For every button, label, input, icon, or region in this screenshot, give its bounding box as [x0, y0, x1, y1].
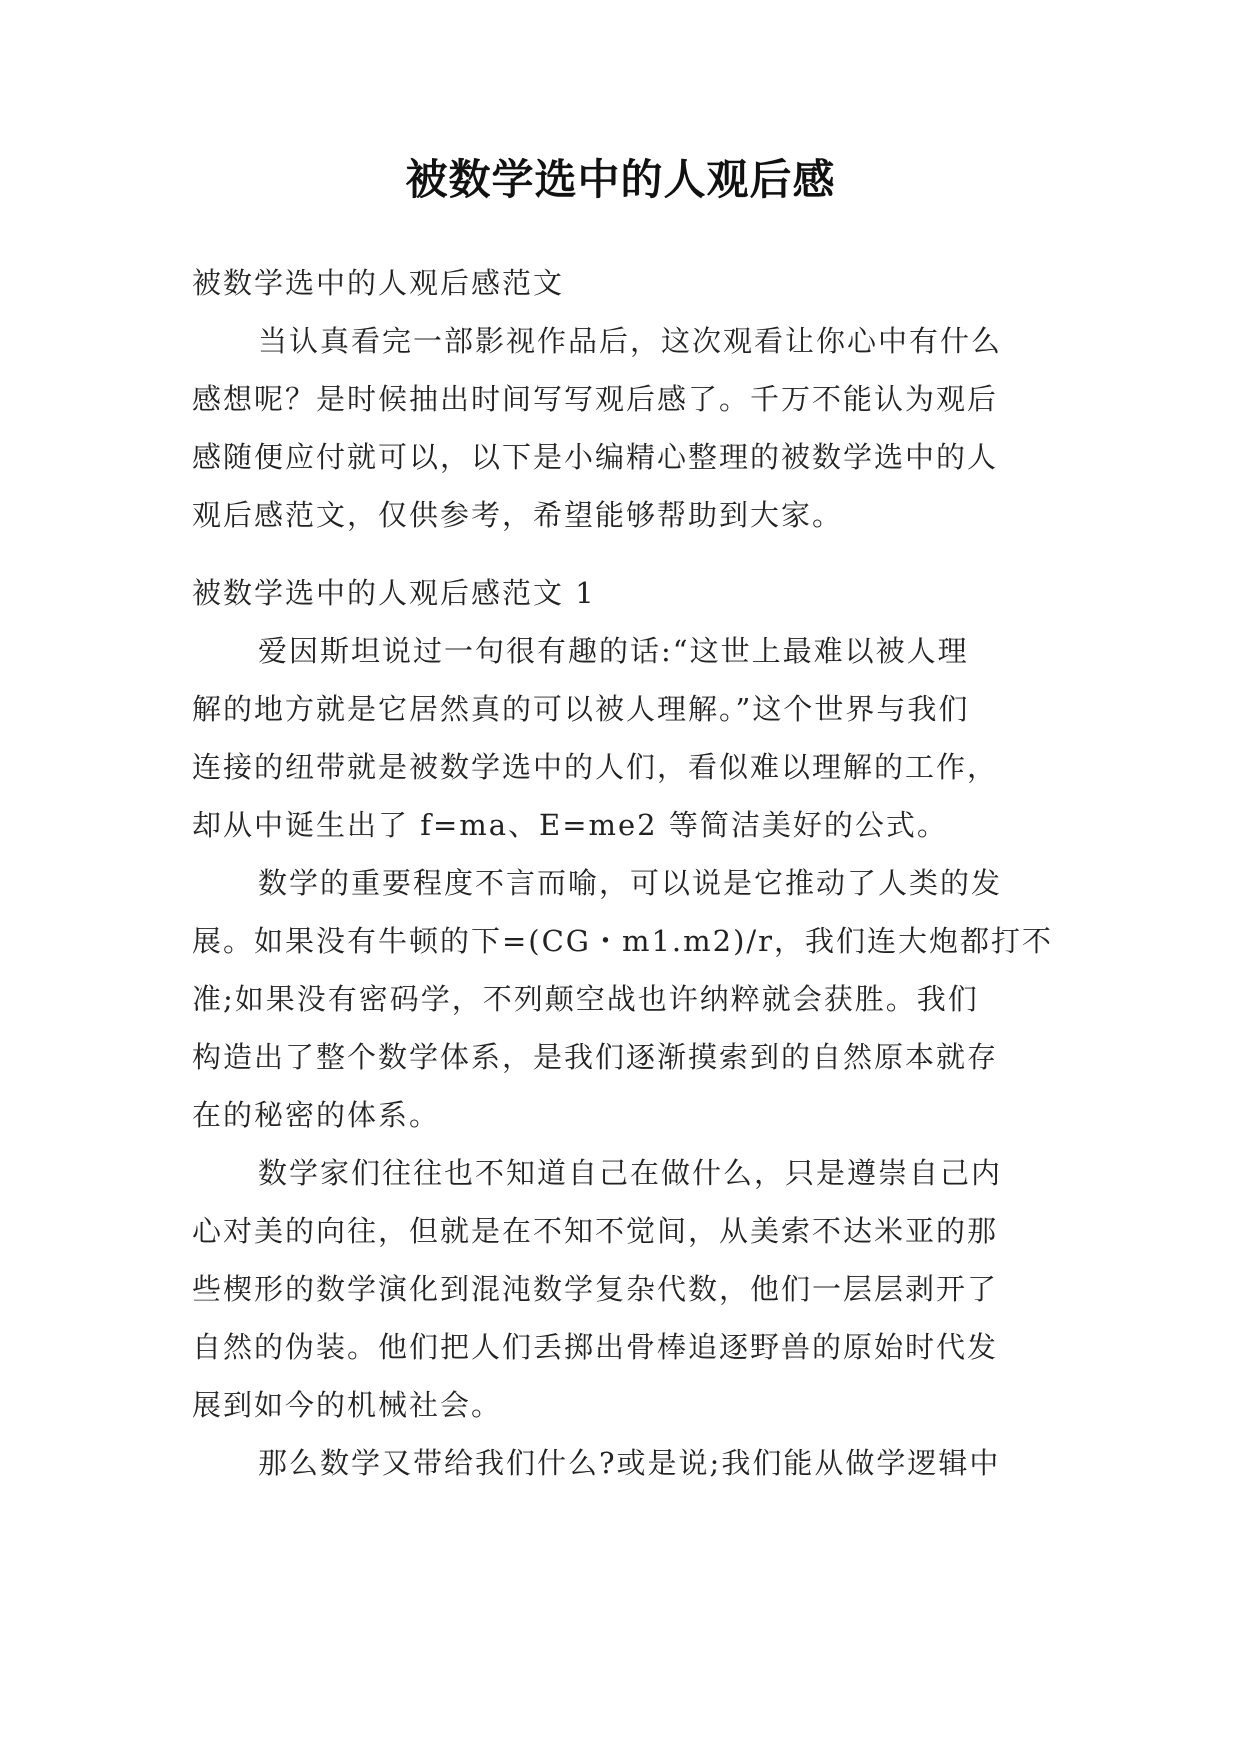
paragraph-line: 些楔形的数学演化到混沌数学复杂代数，他们一层层剥开了 — [192, 1272, 999, 1306]
document-title: 被数学选中的人观后感 — [405, 155, 836, 204]
paragraph-line: 构造出了整个数学体系，是我们逐渐摸索到的自然原本就存 — [192, 1040, 999, 1074]
essay-heading: 被数学选中的人观后感范文 1 — [192, 576, 596, 610]
paragraph-line: 数学的重要程度不言而喻，可以说是它推动了人类的发 — [258, 866, 1003, 900]
paragraph-line: 数学家们往往也不知道自己在做什么，只是遵崇自己内 — [258, 1156, 1003, 1190]
paragraph-line: 却从中诞生出了 f=ma、E=me2 等简洁美好的公式。 — [192, 808, 948, 842]
essay-paragraph — [192, 854, 1052, 1144]
essay-paragraph — [192, 1144, 1052, 1434]
paragraph-line: 当认真看完一部影视作品后，这次观看让你心中有什么 — [258, 324, 1003, 358]
essay-section — [192, 564, 1052, 1492]
paragraph-line: 在的秘密的体系。 — [192, 1098, 441, 1132]
intro-paragraph — [192, 312, 1052, 544]
paragraph-line: 那么数学又带给我们什么?或是说;我们能从做学逻辑中 — [258, 1446, 1001, 1480]
intro-heading: 被数学选中的人观后感范文 — [192, 266, 565, 300]
paragraph-line: 解的地方就是它居然真的可以被人理解。”这个世界与我们 — [192, 692, 970, 726]
intro-section — [192, 254, 1052, 544]
paragraph-line: 自然的伪装。他们把人们丢掷出骨棒追逐野兽的原始时代发 — [192, 1330, 999, 1364]
paragraph-line: 展到如今的机械社会。 — [192, 1388, 503, 1422]
paragraph-line: 心对美的向往，但就是在不知不觉间，从美索不达米亚的那 — [192, 1214, 999, 1248]
paragraph-line: 感随便应付就可以，以下是小编精心整理的被数学选中的人 — [192, 440, 999, 474]
essay-paragraph — [192, 622, 1052, 854]
essay-paragraph — [192, 1434, 1052, 1492]
paragraph-line: 感想呢？是时候抽出时间写写观后感了。千万不能认为观后 — [192, 382, 999, 416]
paragraph-line: 展。如果没有牛顿的下=(CG・m1.m2)/r，我们连大炮都打不 — [192, 924, 1054, 958]
paragraph-line: 连接的纽带就是被数学选中的人们，看似难以理解的工作， — [192, 750, 999, 784]
paragraph-line: 准;如果没有密码学，不列颠空战也许纳粹就会获胜。我们 — [192, 982, 979, 1016]
paragraph-line: 观后感范文，仅供参考，希望能够帮助到大家。 — [192, 498, 844, 532]
paragraph-line: 爱因斯坦说过一句很有趣的话:“这世上最难以被人理 — [258, 634, 969, 668]
